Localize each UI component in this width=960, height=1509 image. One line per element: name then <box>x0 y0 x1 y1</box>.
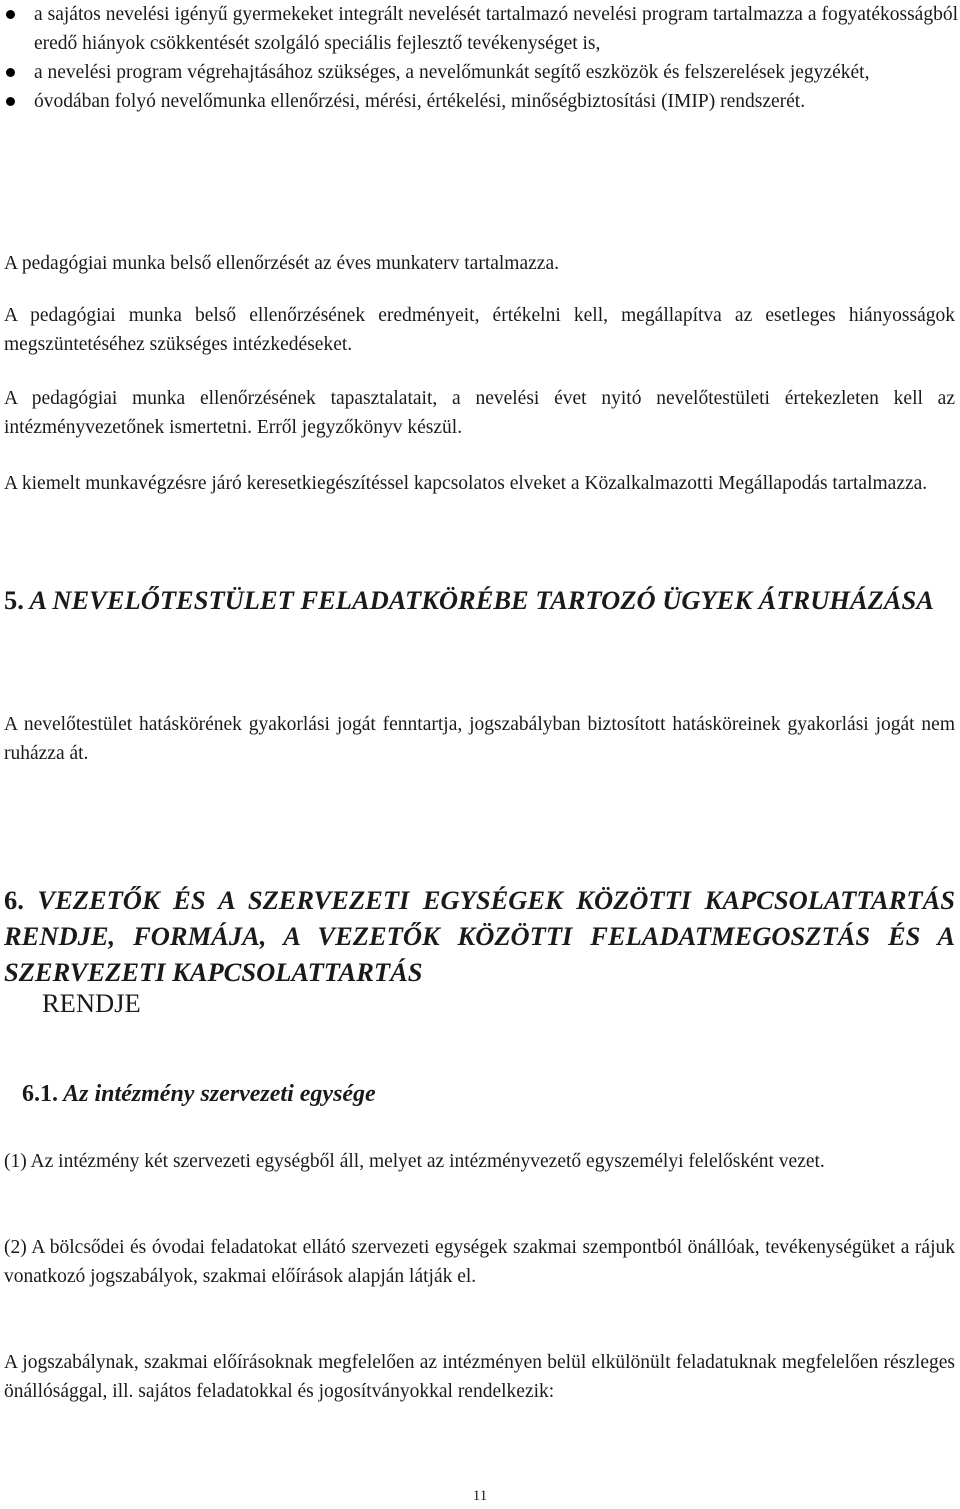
paragraph-wage-supplement: A kiemelt munkavégzésre járó keresetkiegészítéssel kapcsolatos elveket a Közalkalmazotti Megállapodás tartalmazza. <box>4 473 928 494</box>
paragraph-nursery-kindergarten: (2) A bölcsődei és óvodai feladatokat ellátó szervezeti egységek szakmai szempontból önállóak, tevékenységüket a rájuk vonatkozó jogszabályok, szakmai előírások alapján látják el. <box>4 1237 955 1287</box>
bullet-text: óvodában folyó nevelőmunka ellenőrzési, mérési, értékelési, minőségbiztosítási (IMIP) rendszerét. <box>34 91 806 112</box>
bullet-dot-icon <box>6 10 15 19</box>
section-6-title: VEZETŐK ÉS A SZERVEZETI EGYSÉGEK KÖZÖTTI KAPCSOLATTARTÁS RENDJE, FORMÁJA, A VEZETŐK KÖZÖTTI FELADATMEGOSZTÁS ÉS A SZERVEZETI KAPCSOLATTARTÁS <box>4 885 955 987</box>
section-5-heading <box>4 582 955 618</box>
section-5-title: A NEVELŐTESTÜLET FELADATKÖRÉBE TARTOZÓ ÜGYEK ÁTRUHÁZÁSA <box>29 585 934 615</box>
paragraph-partial-autonomy: A jogszabálynak, szakmai előírásoknak megfelelően az intézményen belül elkülönült feladatuknak megfelelően részleges önállósággal, ill. sajátos feladatokkal és jogosítványokkal rendelkezik: <box>4 1352 955 1402</box>
section-5-body: A nevelőtestület hatáskörének gyakorlási jogát fenntartja, jogszabályban biztosított hatásköreinek gyakorlási jogát nem ruházza át. <box>4 714 955 764</box>
bullet-text: a nevelési program végrehajtásához szükséges, a nevelőmunkát segítő eszközök és felszerelések jegyzékét, <box>34 62 870 83</box>
section-5-number: 5. <box>4 585 24 615</box>
section-6-number: 6. <box>4 885 24 915</box>
bullet-list <box>0 0 958 116</box>
page-number: 11 <box>472 1488 488 1504</box>
bullet-item <box>0 0 958 58</box>
paragraph-control-experiences: A pedagógiai munka ellenőrzésének tapasztalatait, a nevelési évet nyitó nevelőtestületi értekezleten kell az intézményvezetőnek ismertetni. Erről jegyzőkönyv készül. <box>4 388 955 438</box>
section-6-title-end: RENDJE <box>42 988 141 1018</box>
bullet-dot-icon <box>6 68 15 77</box>
paragraph-organizational-units: (1) Az intézmény két szervezeti egységből áll, melyet az intézményvezető egyszemélyi felelősként vezet. <box>4 1151 825 1172</box>
section-6-1-number: 6.1. <box>22 1081 58 1107</box>
bullet-dot-icon <box>6 97 15 106</box>
section-6-1-heading <box>22 1079 376 1109</box>
section-6-1-title: Az intézmény szervezeti egysége <box>63 1081 376 1107</box>
paragraph-internal-control: A pedagógiai munka belső ellenőrzését az éves munkaterv tartalmazza. <box>4 253 559 274</box>
bullet-item <box>0 87 958 116</box>
paragraph-control-results: A pedagógiai munka belső ellenőrzésének eredményeit, értékelni kell, megállapítva az esetleges hiányosságok megszüntetéséhez szükséges intézkedéseket. <box>4 305 955 355</box>
section-6-heading <box>4 882 955 990</box>
bullet-text: a sajátos nevelési igényű gyermekeket integrált nevelését tartalmazó nevelési program tartalmazza a fogyatékosságból eredő hiányok csökkentését szolgáló speciális fejlesztő tevékenységet is, <box>34 4 958 54</box>
bullet-item <box>0 58 958 87</box>
